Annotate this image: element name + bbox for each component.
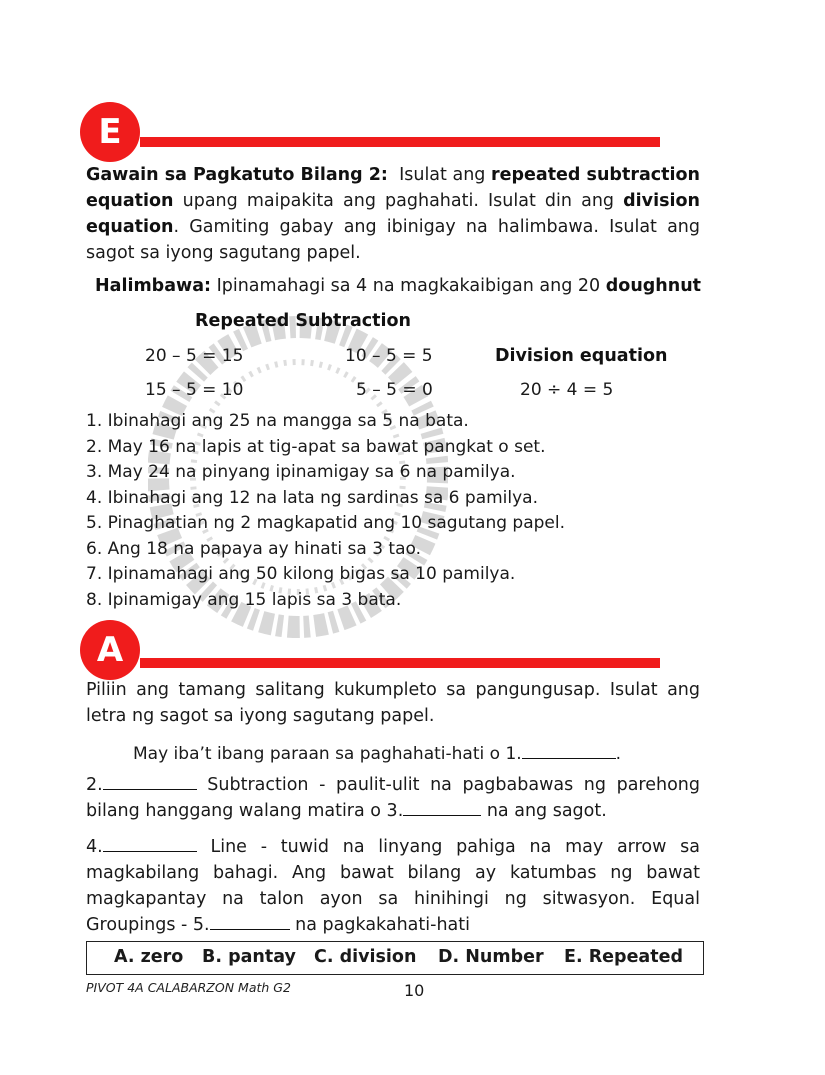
section-a-instruction: Piliin ang tamang salitang kukumpleto sa pangungusap. Isulat ang letra ng sagot sa iyong sagutang papel.	[86, 680, 700, 726]
section-e-red-bar	[140, 137, 660, 147]
repeated-subtraction-heading: Repeated Subtraction	[195, 311, 412, 331]
sentence-4-text: Line - tuwid na linyang pahiga na may arrow sa magkabilang bahagi. Ang bawat bilang ay katumbas ng bawat magkapantay na talon ayon sa hinihingi ng sitwasyon. Equal Groupings - 5.	[86, 837, 700, 935]
blank-3	[403, 799, 481, 816]
list-item: 4. Ibinahagi ang 12 na lata ng sardinas sa 6 pamilya.	[86, 488, 538, 508]
sentence-2	[86, 772, 700, 824]
sentence-4-number: 4.	[86, 837, 103, 857]
equation-1: 20 – 5 = 15	[145, 346, 244, 366]
instruction-text-3: . Gamiting gabay ang ibinigay na halimbawa. Isulat ang sagot sa iyong sagutang papel.	[86, 217, 700, 263]
section-a-red-bar	[140, 658, 660, 668]
sentence-4-end: na pagkakahati-hati	[295, 915, 470, 935]
blank-5	[210, 913, 290, 930]
sentence-1-text: May iba’t ibang paraan sa paghahati-hati o 1.	[133, 744, 522, 764]
choice-b: B. pantay	[202, 947, 296, 967]
blank-4	[103, 835, 197, 852]
instruction-text-1: Isulat ang	[399, 165, 486, 185]
choices-box	[86, 941, 704, 975]
choice-d: D. Number	[438, 947, 544, 967]
sentence-4	[86, 834, 700, 938]
equation-4: 5 – 5 = 0	[356, 380, 433, 400]
list-item: 7. Ipinamahagi ang 50 kilong bigas sa 10 pamilya.	[86, 564, 516, 584]
section-a-badge: A	[80, 620, 140, 680]
blank-1	[522, 742, 616, 759]
instruction-bold-1: repeated subtraction equation	[86, 165, 700, 211]
example-text: Ipinamahagi sa 4 na magkakaibigan ang 20	[216, 276, 601, 296]
blank-2	[103, 773, 197, 790]
choice-e: E. Repeated	[564, 947, 684, 967]
footer-label: PIVOT 4A CALABARZON Math G2	[86, 980, 291, 995]
division-equation-heading: Division equation	[495, 346, 668, 366]
choice-a: A. zero	[114, 947, 184, 967]
example-label: Halimbawa:	[95, 276, 211, 296]
sentence-2-text: Subtraction - paulit-ulit na pagbabawas ng parehong bilang hanggang walang matira o 3.	[86, 775, 700, 821]
example-bold: doughnut	[605, 276, 702, 296]
list-item: 6. Ang 18 na papaya ay hinati sa 3 tao.	[86, 539, 422, 559]
list-item: 2. May 16 na lapis at tig-apat sa bawat pangkat o set.	[86, 437, 546, 457]
division-equation: 20 ÷ 4 = 5	[520, 380, 614, 400]
sentence-1	[133, 742, 621, 764]
instruction-text-2: upang maipakita ang paghahati. Isulat din ang	[182, 191, 615, 211]
instruction-paragraph	[86, 162, 700, 266]
instruction-title: Gawain sa Pagkatuto Bilang 2:	[86, 165, 388, 185]
list-item: 3. May 24 na pinyang ipinamigay sa 6 na pamilya.	[86, 462, 516, 482]
sentence-2-number: 2.	[86, 775, 103, 795]
sentence-2-end: na ang sagot.	[486, 801, 607, 821]
equation-2: 10 – 5 = 5	[345, 346, 433, 366]
equation-3: 15 – 5 = 10	[145, 380, 244, 400]
list-item: 5. Pinaghatian ng 2 magkapatid ang 10 sagutang papel.	[86, 513, 565, 533]
list-item: 8. Ipinamigay ang 15 lapis sa 3 bata.	[86, 590, 402, 610]
example-line	[95, 276, 701, 296]
instruction-bold-2: division equation	[86, 191, 700, 237]
page-number: 10	[404, 981, 425, 1000]
list-item: 1. Ibinahagi ang 25 na mangga sa 5 na bata.	[86, 411, 469, 431]
choice-c: C. division	[314, 947, 417, 967]
section-e-badge: E	[80, 102, 140, 162]
sentence-1-end: .	[615, 744, 622, 764]
